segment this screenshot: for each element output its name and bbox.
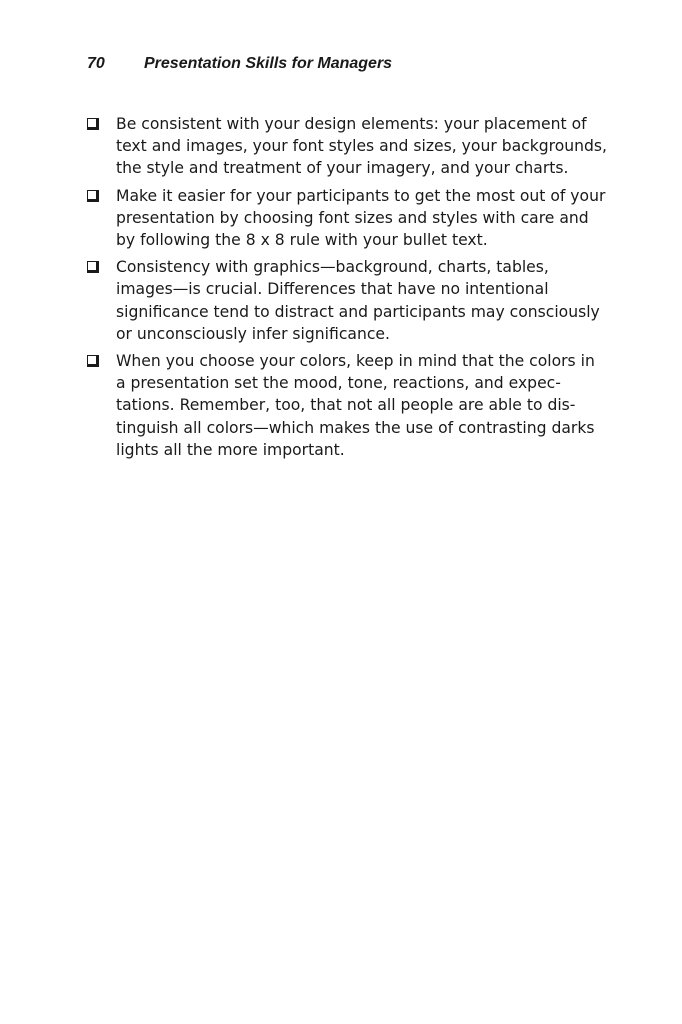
checkbox-icon [87,355,99,367]
bullet-item [87,256,607,345]
running-head [87,53,392,75]
checkbox-icon [87,261,99,273]
bullet-list [87,113,607,466]
bullet-text: Consistency with graphics—background, charts, tables, images—is crucial. Differences that have no intentional significance tend to distract and participants may consciously or unconsciously infer significance. [116,258,600,343]
checkbox-icon [87,118,99,130]
book-title: Presentation Skills for Managers [144,55,393,72]
bullet-item [87,350,607,461]
page-number: 70 [87,55,105,72]
bullet-text: Make it easier for your participants to get the most out of your presentation by choosing font sizes and styles with care and by following the 8 x 8 rule with your bullet text. [116,186,606,250]
bullet-item [87,113,607,180]
bullet-text: When you choose your colors, keep in mind that the colors in a presentation set the mood, tone, reactions, and expectations. Remember, too, that not all people are able to distinguish all colors—which makes the use of contrasting darks lights all the more important. [116,352,595,459]
bullet-item [87,185,607,252]
checkbox-icon [87,190,99,202]
bullet-text: Be consistent with your design elements: your placement of text and images, your font styles and sizes, your backgrounds, the style and treatment of your imagery, and your charts. [116,115,608,178]
